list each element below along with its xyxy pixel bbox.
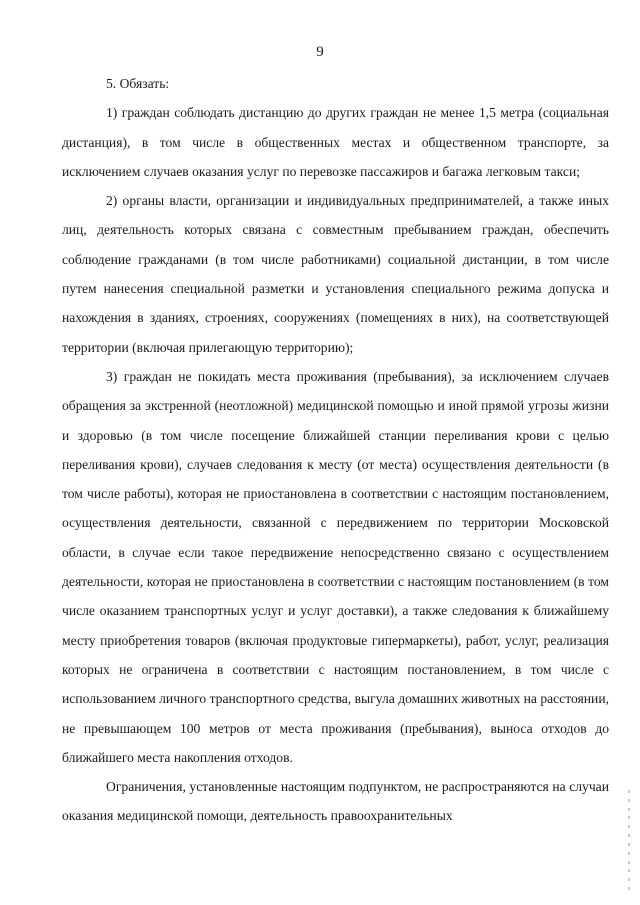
clause-2-paragraph: 2) органы власти, организации и индивидуальных предпринимателей, а также иных лиц, деятельность которых связана с совместным пребыванием граждан, обеспечить соблюдение гражданами (в том числе работниками) социальной дистанции, в том числе путем нанесения специальной разметки и установления специального режима допуска и нахождения в зданиях, строениях, сооружениях (помещениях в них), на соответствующей территории (включая прилегающую территорию); bbox=[62, 193, 609, 355]
document-body bbox=[62, 69, 609, 831]
margin-scan-mark bbox=[626, 790, 632, 890]
page-number: 9 bbox=[316, 44, 324, 60]
section-heading: 5. Обязать: bbox=[106, 76, 170, 91]
clause-3-paragraph: 3) граждан не покидать места проживания (пребывания), за исключением случаев обращения за экстренной (неотложной) медицинской помощью и иной прямой угрозы жизни и здоровью (в том числе посещение ближайшей станции переливания крови с целью переливания крови), случаев следования к месту (от места) осуществления деятельности (в том числе работы), которая не приостановлена в соответствии с настоящим постановлением, осуществления деятельности, связанной с передвижением по территории Московской области, в случае если такое передвижение непосредственно связано с осуществлением деятельности, которая не приостановлена в соответствии с настоящим постановлением (в том числе оказанием транспортных услуг и услуг доставки), а также следования к ближайшему месту приобретения товаров (включая продуктовые гипермаркеты), работ, услуг, реализация которых не ограничена в соответствии с настоящим постановлением, в том числе с использованием личного транспортного средства, выгула домашних животных на расстоянии, не превышающем 100 метров от места проживания (пребывания), выноса отходов до ближайшего места накопления отходов. bbox=[62, 368, 609, 765]
clause-1-paragraph: 1) граждан соблюдать дистанцию до других граждан не менее 1,5 метра (социальная дистанция), в том числе в общественных местах и общественном транспорте, за исключением случаев оказания услуг по перевозке пассажиров и багажа легковым такси; bbox=[62, 105, 609, 179]
restrictions-paragraph: Ограничения, установленные настоящим подпунктом, не распространяются на случаи оказания медицинской помощи, деятельность правоохранительных bbox=[62, 779, 609, 824]
